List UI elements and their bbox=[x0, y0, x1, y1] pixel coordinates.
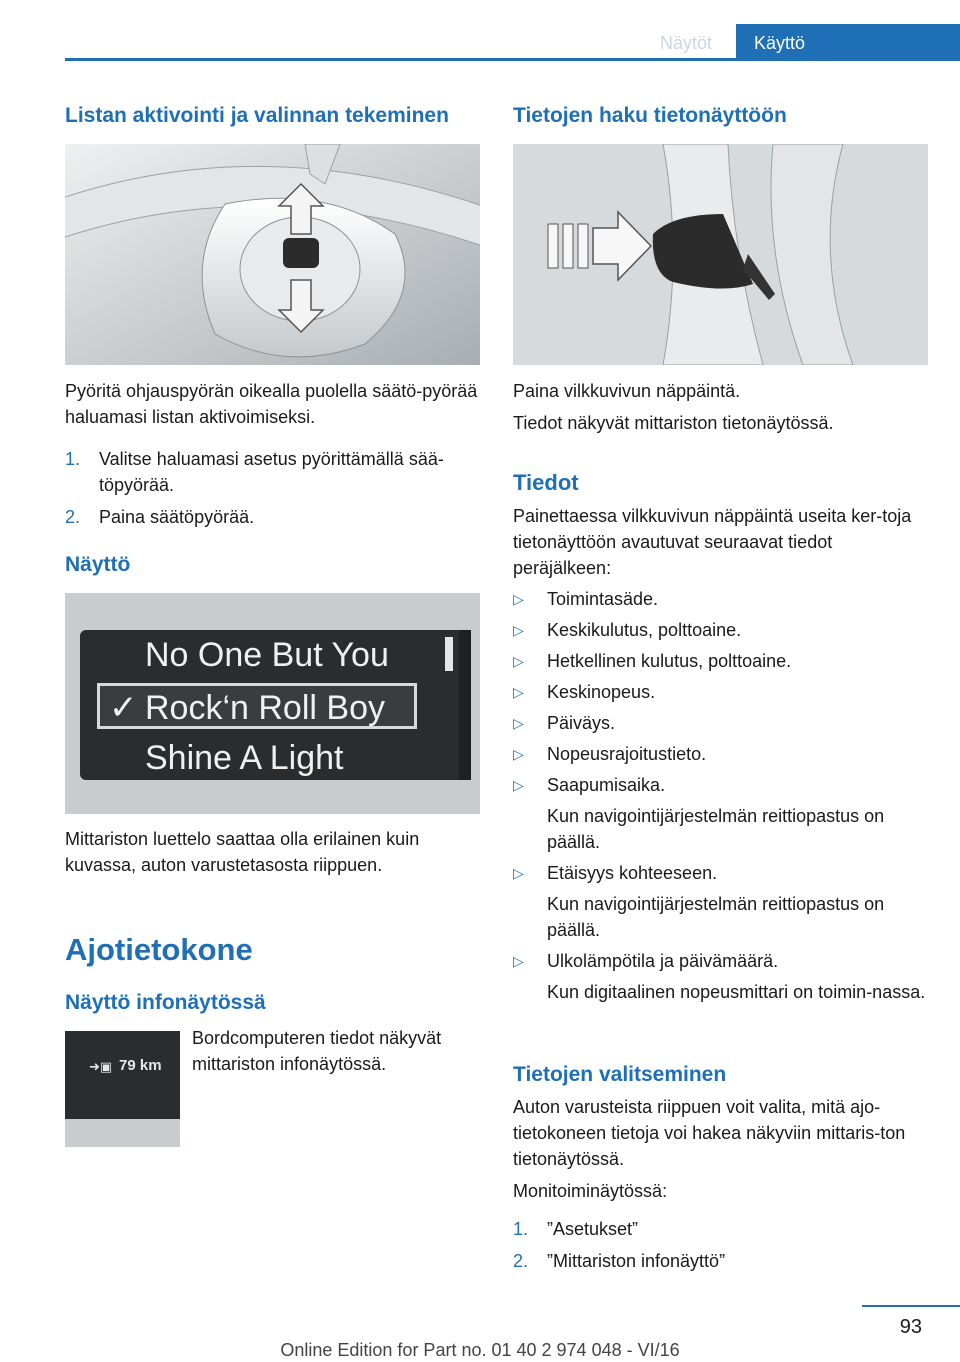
triangle-bullet-icon: ▷ bbox=[513, 684, 524, 700]
list-item: ▷ Nopeusrajoitustieto. bbox=[513, 741, 928, 767]
scrollbar-indicator bbox=[445, 637, 453, 671]
section-title-ajotietokone: Ajotietokone bbox=[65, 932, 253, 967]
triangle-bullet-icon: ▷ bbox=[513, 622, 524, 638]
display-figure bbox=[65, 593, 480, 814]
page-number: 93 bbox=[899, 1316, 922, 1338]
heading-select-info: Tietojen valitseminen bbox=[513, 1063, 727, 1086]
bullet-note: Kun digitaalinen nopeusmittari on toimin-nassa. bbox=[547, 982, 926, 1002]
display-item-3: Shine A Light bbox=[145, 739, 344, 777]
para-list-activation: Pyöritä ohjauspyörän oikealla puolella säätö-pyörää haluamasi listan aktivoimiseksi. bbox=[65, 381, 478, 427]
heading-info-display: Näyttö infonäytössä bbox=[65, 991, 266, 1014]
para-fetch-2: Tiedot näkyvät mittariston tietonäytössä. bbox=[513, 413, 834, 433]
triangle-bullet-icon: ▷ bbox=[513, 715, 524, 731]
heading-fetch-info: Tietojen haku tietonäyttöön bbox=[513, 104, 787, 127]
edition-line: Online Edition for Part no. 01 40 2 974 048 - VI/16 bbox=[280, 1340, 680, 1360]
triangle-bullet-icon: ▷ bbox=[513, 653, 524, 669]
list-item: 2. Paina säätöpyörää. bbox=[65, 507, 255, 527]
display-item-2: Rock‘n Roll Boy bbox=[145, 689, 385, 727]
footer-rule bbox=[862, 1305, 960, 1307]
header-rule bbox=[65, 58, 960, 61]
tab-kaytto[interactable]: Käyttö bbox=[736, 24, 960, 61]
tab-naytot[interactable]: Näytöt bbox=[659, 33, 713, 53]
list-item: ▷ Etäisyys kohteeseen. Kun navigointijärjestelmän reittiopastus on päällä. bbox=[513, 860, 928, 943]
list-item: ▷ Päiväys. bbox=[513, 710, 928, 736]
para-fetch-1: Paina vilkkuvivun näppäintä. bbox=[513, 381, 741, 401]
info-display-figure bbox=[65, 1031, 180, 1147]
para-multifunction: Monitoiminäytössä: bbox=[513, 1181, 668, 1201]
list-item: 1. Valitse haluamasi asetus pyörittämällä sää-töpyörää. bbox=[65, 449, 444, 495]
heading-display: Näyttö bbox=[65, 553, 131, 576]
info-bullet-list bbox=[513, 586, 928, 1010]
para-info-display: Bordcomputeren tiedot näkyvät mittariston infonäytössä. bbox=[192, 1028, 442, 1074]
info-range-value: 79 km bbox=[119, 1057, 162, 1074]
bullet-note: Kun navigointijärjestelmän reittiopastus on päällä. bbox=[547, 894, 885, 940]
turn-signal-illustration bbox=[513, 144, 928, 365]
para-select-info: Auton varusteista riippuen voit valita, mitä ajo-tietokoneen tietoja voi hakea näkyviin mittaris-ton tietonäytössä. bbox=[513, 1097, 906, 1169]
info-screen bbox=[65, 1031, 180, 1119]
list-item: 2. ”Mittariston infonäyttö” bbox=[513, 1251, 726, 1271]
list-item: ▷ Toimintasäde. bbox=[513, 586, 928, 612]
turn-signal-figure bbox=[513, 144, 928, 365]
list-item: ▷ Ulkolämpötila ja päivämäärä. Kun digitaalinen nopeusmittari on toimin-nassa. bbox=[513, 948, 928, 1005]
display-item-1: No One But You bbox=[145, 636, 389, 674]
list-item: ▷ Hetkellinen kulutus, polttoaine. bbox=[513, 648, 928, 674]
heading-tiedot: Tiedot bbox=[513, 470, 579, 495]
check-icon: ✓ bbox=[109, 689, 138, 727]
list-item: ▷ Keskinopeus. bbox=[513, 679, 928, 705]
para-tiedot: Painettaessa vilkkuvivun näppäintä useita ker-toja tietonäyttöön avautuvat seuraavat tiedot peräjälkeen: bbox=[513, 506, 912, 578]
steering-wheel-illustration bbox=[65, 144, 480, 365]
triangle-bullet-icon: ▷ bbox=[513, 591, 524, 607]
steps-list-left bbox=[65, 446, 480, 536]
triangle-bullet-icon: ▷ bbox=[513, 777, 524, 793]
para-display-note: Mittariston luettelo saattaa olla erilainen kuin kuvassa, auton varustetasosta riippuen. bbox=[65, 829, 420, 875]
screen-edge bbox=[459, 630, 471, 780]
heading-list-activation: Listan aktivointi ja valinnan tekeminen bbox=[65, 104, 449, 127]
triangle-bullet-icon: ▷ bbox=[513, 865, 524, 881]
triangle-bullet-icon: ▷ bbox=[513, 746, 524, 762]
bullet-note: Kun navigointijärjestelmän reittiopastus on päällä. bbox=[547, 806, 885, 852]
list-item: 1. ”Asetukset” bbox=[513, 1219, 639, 1239]
list-item: ▷ Saapumisaika. Kun navigointijärjestelmän reittiopastus on päällä. bbox=[513, 772, 928, 855]
triangle-bullet-icon: ▷ bbox=[513, 953, 524, 969]
list-item: ▷ Keskikulutus, polttoaine. bbox=[513, 617, 928, 643]
fuel-pump-icon: ➜▣ bbox=[89, 1059, 113, 1074]
steering-wheel-figure bbox=[65, 144, 480, 365]
steps-list-right bbox=[513, 1216, 928, 1280]
